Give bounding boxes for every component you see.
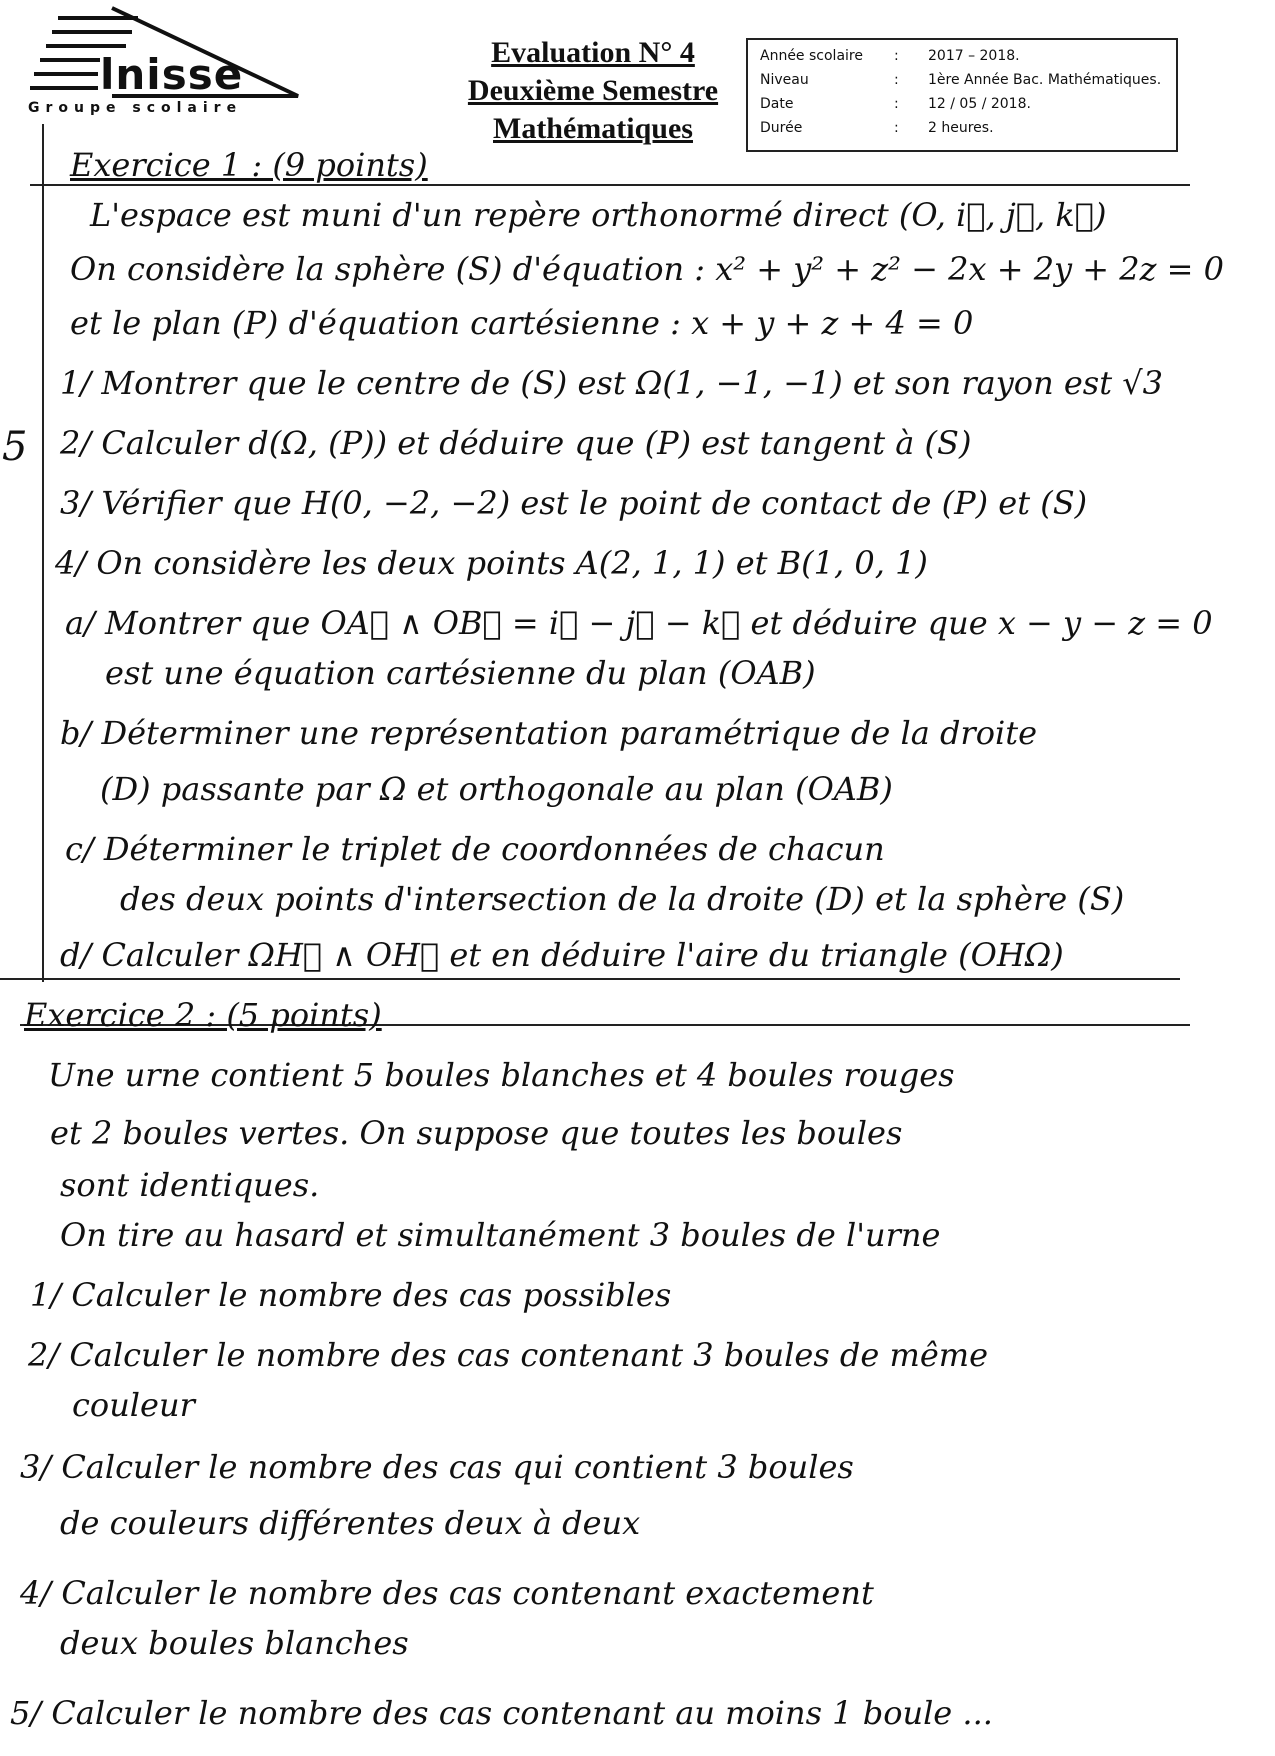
exercise1-line: On considère la sphère (S) d'équation : x² + y² + z² − 2x + 2y + 2z = 0 [70,250,1225,288]
exercise1-line: (D) passante par Ω et orthogonale au plan (OAB) [100,770,893,808]
info-row-level [760,72,1180,94]
exercise1-line: 1/ Montrer que le centre de (S) est Ω(1, −1, −1) et son rayon est √3 [60,364,1163,402]
info-separator: : [894,96,899,112]
exercise1-line: 2/ Calculer d(Ω, (P)) et déduire que (P) est tangent à (S) [60,424,972,462]
exam-title [448,34,738,148]
exercise2-line: Une urne contient 5 boules blanches et 4 boules rouges [48,1056,955,1094]
exercise1-line: et le plan (P) d'équation cartésienne : x + y + z + 4 = 0 [70,304,974,342]
info-label: Niveau [760,72,809,88]
exercise2-line: 4/ Calculer le nombre des cas contenant exactement [20,1574,874,1612]
exercise2-line: couleur [72,1386,195,1424]
title-line-semester: Deuxième Semestre [467,74,719,107]
exercise2-line: de couleurs différentes deux à deux [60,1504,641,1542]
exercise1-line: L'espace est muni d'un repère orthonormé direct (O, i⃗, j⃗, k⃗) [90,196,1107,234]
exercise-divider [0,978,1180,980]
info-box [746,38,1178,152]
exercise1-line: des deux points d'intersection de la droite (D) et la sphère (S) [120,880,1125,918]
info-value: 1ère Année Bac. Mathématiques. [928,72,1162,88]
info-value: 2017 – 2018. [928,48,1020,64]
logo-name: lnisse [100,50,244,99]
exercise1-line: 4/ On considère les deux points A(2, 1, 1) et B(1, 0, 1) [55,544,928,582]
info-label: Année scolaire [760,48,863,64]
info-label: Durée [760,120,803,136]
exercise2-line: et 2 boules vertes. On suppose que toutes les boules [50,1114,903,1152]
exercise1-line: a/ Montrer que OA⃗ ∧ OB⃗ = i⃗ − j⃗ − k⃗ et déduire que x − y − z = 0 [65,604,1213,642]
exercise1-line: d/ Calculer ΩH⃗ ∧ OH⃗ et en déduire l'aire du triangle (OHΩ) [60,936,1064,974]
exercise2-line: deux boules blanches [60,1624,409,1662]
exercise1-line: est une équation cartésienne du plan (OAB) [105,654,816,692]
exercise1-line: b/ Déterminer une représentation paramétrique de la droite [60,714,1038,752]
exercise2-line: 5/ Calculer le nombre des cas contenant au moins 1 boule ... [10,1694,993,1732]
exercise1-title: Exercice 1 : (9 points) [70,146,428,184]
info-row-year [760,48,1180,70]
info-label: Date [760,96,794,112]
exercise2-line: 1/ Calculer le nombre des cas possibles [30,1276,672,1314]
info-separator: : [894,72,899,88]
info-row-duration [760,120,1180,142]
header-divider [30,184,1190,186]
school-logo [28,4,318,124]
info-separator: : [894,48,899,64]
exercise2-line: On tire au hasard et simultanément 3 boules de l'urne [60,1216,941,1254]
exercise2-title: Exercice 2 : (5 points) [24,996,382,1034]
info-separator: : [894,120,899,136]
title-line-evaluation: Evaluation N° 4 [491,36,695,69]
info-value: 12 / 05 / 2018. [928,96,1031,112]
exercise1-left-border [42,124,44,982]
margin-score-mark: 5 [2,424,28,470]
logo-subtitle: Groupe scolaire [28,100,243,116]
exercise2-line: sont identiques. [60,1166,320,1204]
title-line-subject: Mathématiques [493,112,693,145]
info-value: 2 heures. [928,120,994,136]
exercise1-line: 3/ Vérifier que H(0, −2, −2) est le point de contact de (P) et (S) [60,484,1088,522]
exercise2-line: 2/ Calculer le nombre des cas contenant 3 boules de même [28,1336,989,1374]
exercise2-line: 3/ Calculer le nombre des cas qui contient 3 boules [20,1448,854,1486]
info-row-date [760,96,1180,118]
exercise1-line: c/ Déterminer le triplet de coordonnées de chacun [65,830,885,868]
